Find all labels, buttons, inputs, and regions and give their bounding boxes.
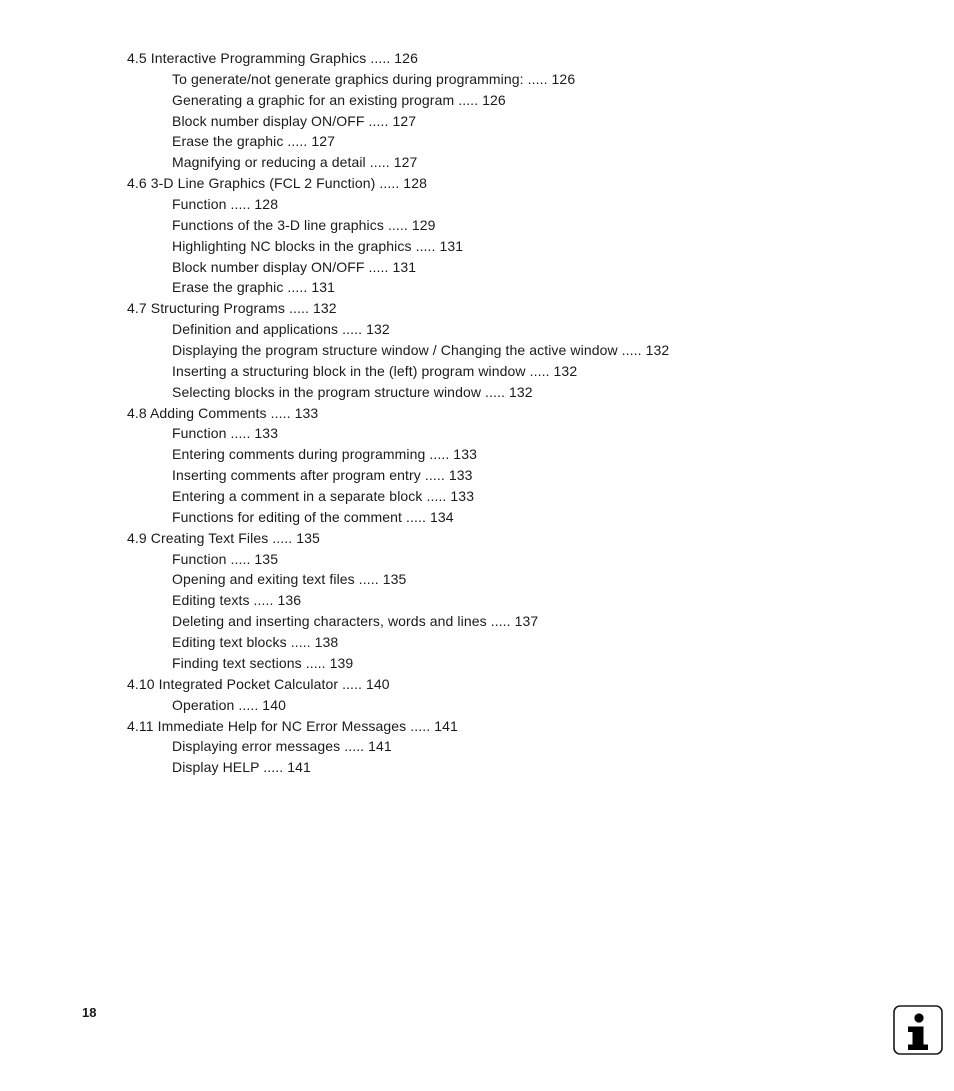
page-number: 18 [82, 1005, 97, 1020]
table-of-contents [127, 48, 887, 778]
toc-subsection-entry: Opening and exiting text files ..... 135 [172, 571, 407, 588]
toc-subsection-entry: Functions of the 3-D line graphics ..... 129 [172, 216, 436, 233]
toc-section-entry: 4.6 3-D Line Graphics (FCL 2 Function) ..... 128 [127, 175, 427, 192]
toc-section-entry: 4.5 Interactive Programming Graphics ..... 126 [127, 50, 418, 66]
toc-subsection-entry: Selecting blocks in the program structure window ..... 132 [172, 383, 533, 400]
toc-subsection-entry: To generate/not generate graphics during programming: ..... 126 [172, 70, 576, 87]
toc-subsection-entry: Displaying error messages ..... 141 [172, 738, 392, 755]
toc-subsection-entry: Entering comments during programming ..... 133 [172, 446, 477, 463]
toc-subsection-entry: Editing text blocks ..... 138 [172, 634, 339, 651]
toc-subsection-entry: Deleting and inserting characters, words and lines ..... 137 [172, 613, 539, 630]
toc-subsection-entry: Entering a comment in a separate block ..... 133 [172, 488, 475, 505]
toc-subsection-entry: Finding text sections ..... 139 [172, 654, 354, 671]
toc-subsection-entry: Function ..... 128 [172, 196, 279, 213]
toc-subsection-entry: Block number display ON/OFF ..... 131 [172, 258, 417, 275]
toc-subsection-entry: Functions for editing of the comment ..... 134 [172, 508, 454, 525]
toc-section-entry: 4.8 Adding Comments ..... 133 [127, 404, 319, 421]
toc-subsection-entry: Editing texts ..... 136 [172, 592, 302, 609]
toc-section-entry: 4.11 Immediate Help for NC Error Messages ..... 141 [127, 717, 458, 734]
toc-subsection-entry: Inserting a structuring block in the (left) program window ..... 132 [172, 362, 578, 379]
toc-subsection-entry: Generating a graphic for an existing program ..... 126 [172, 91, 506, 108]
toc-section-entry: 4.10 Integrated Pocket Calculator ..... 140 [127, 675, 390, 692]
toc-subsection-entry: Block number display ON/OFF ..... 127 [172, 112, 417, 129]
toc-subsection-entry: Operation ..... 140 [172, 696, 286, 713]
toc-subsection-entry: Displaying the program structure window / Changing the active window ..... 132 [172, 342, 670, 359]
toc-section-entry: 4.7 Structuring Programs ..... 132 [127, 300, 337, 317]
info-icon [893, 1005, 943, 1055]
toc-subsection-entry: Highlighting NC blocks in the graphics ..... 131 [172, 237, 464, 254]
toc-subsection-entry: Definition and applications ..... 132 [172, 321, 390, 338]
toc-subsection-entry: Magnifying or reducing a detail ..... 127 [172, 154, 418, 171]
toc-subsection-entry: Display HELP ..... 141 [172, 759, 311, 776]
toc-section-entry: 4.9 Creating Text Files ..... 135 [127, 529, 320, 546]
toc-subsection-entry: Erase the graphic ..... 127 [172, 133, 336, 150]
toc-subsection-entry: Function ..... 135 [172, 550, 279, 567]
toc-subsection-entry: Erase the graphic ..... 131 [172, 279, 336, 296]
toc-subsection-entry: Inserting comments after program entry ..... 133 [172, 467, 473, 484]
toc-subsection-entry: Function ..... 133 [172, 425, 279, 442]
